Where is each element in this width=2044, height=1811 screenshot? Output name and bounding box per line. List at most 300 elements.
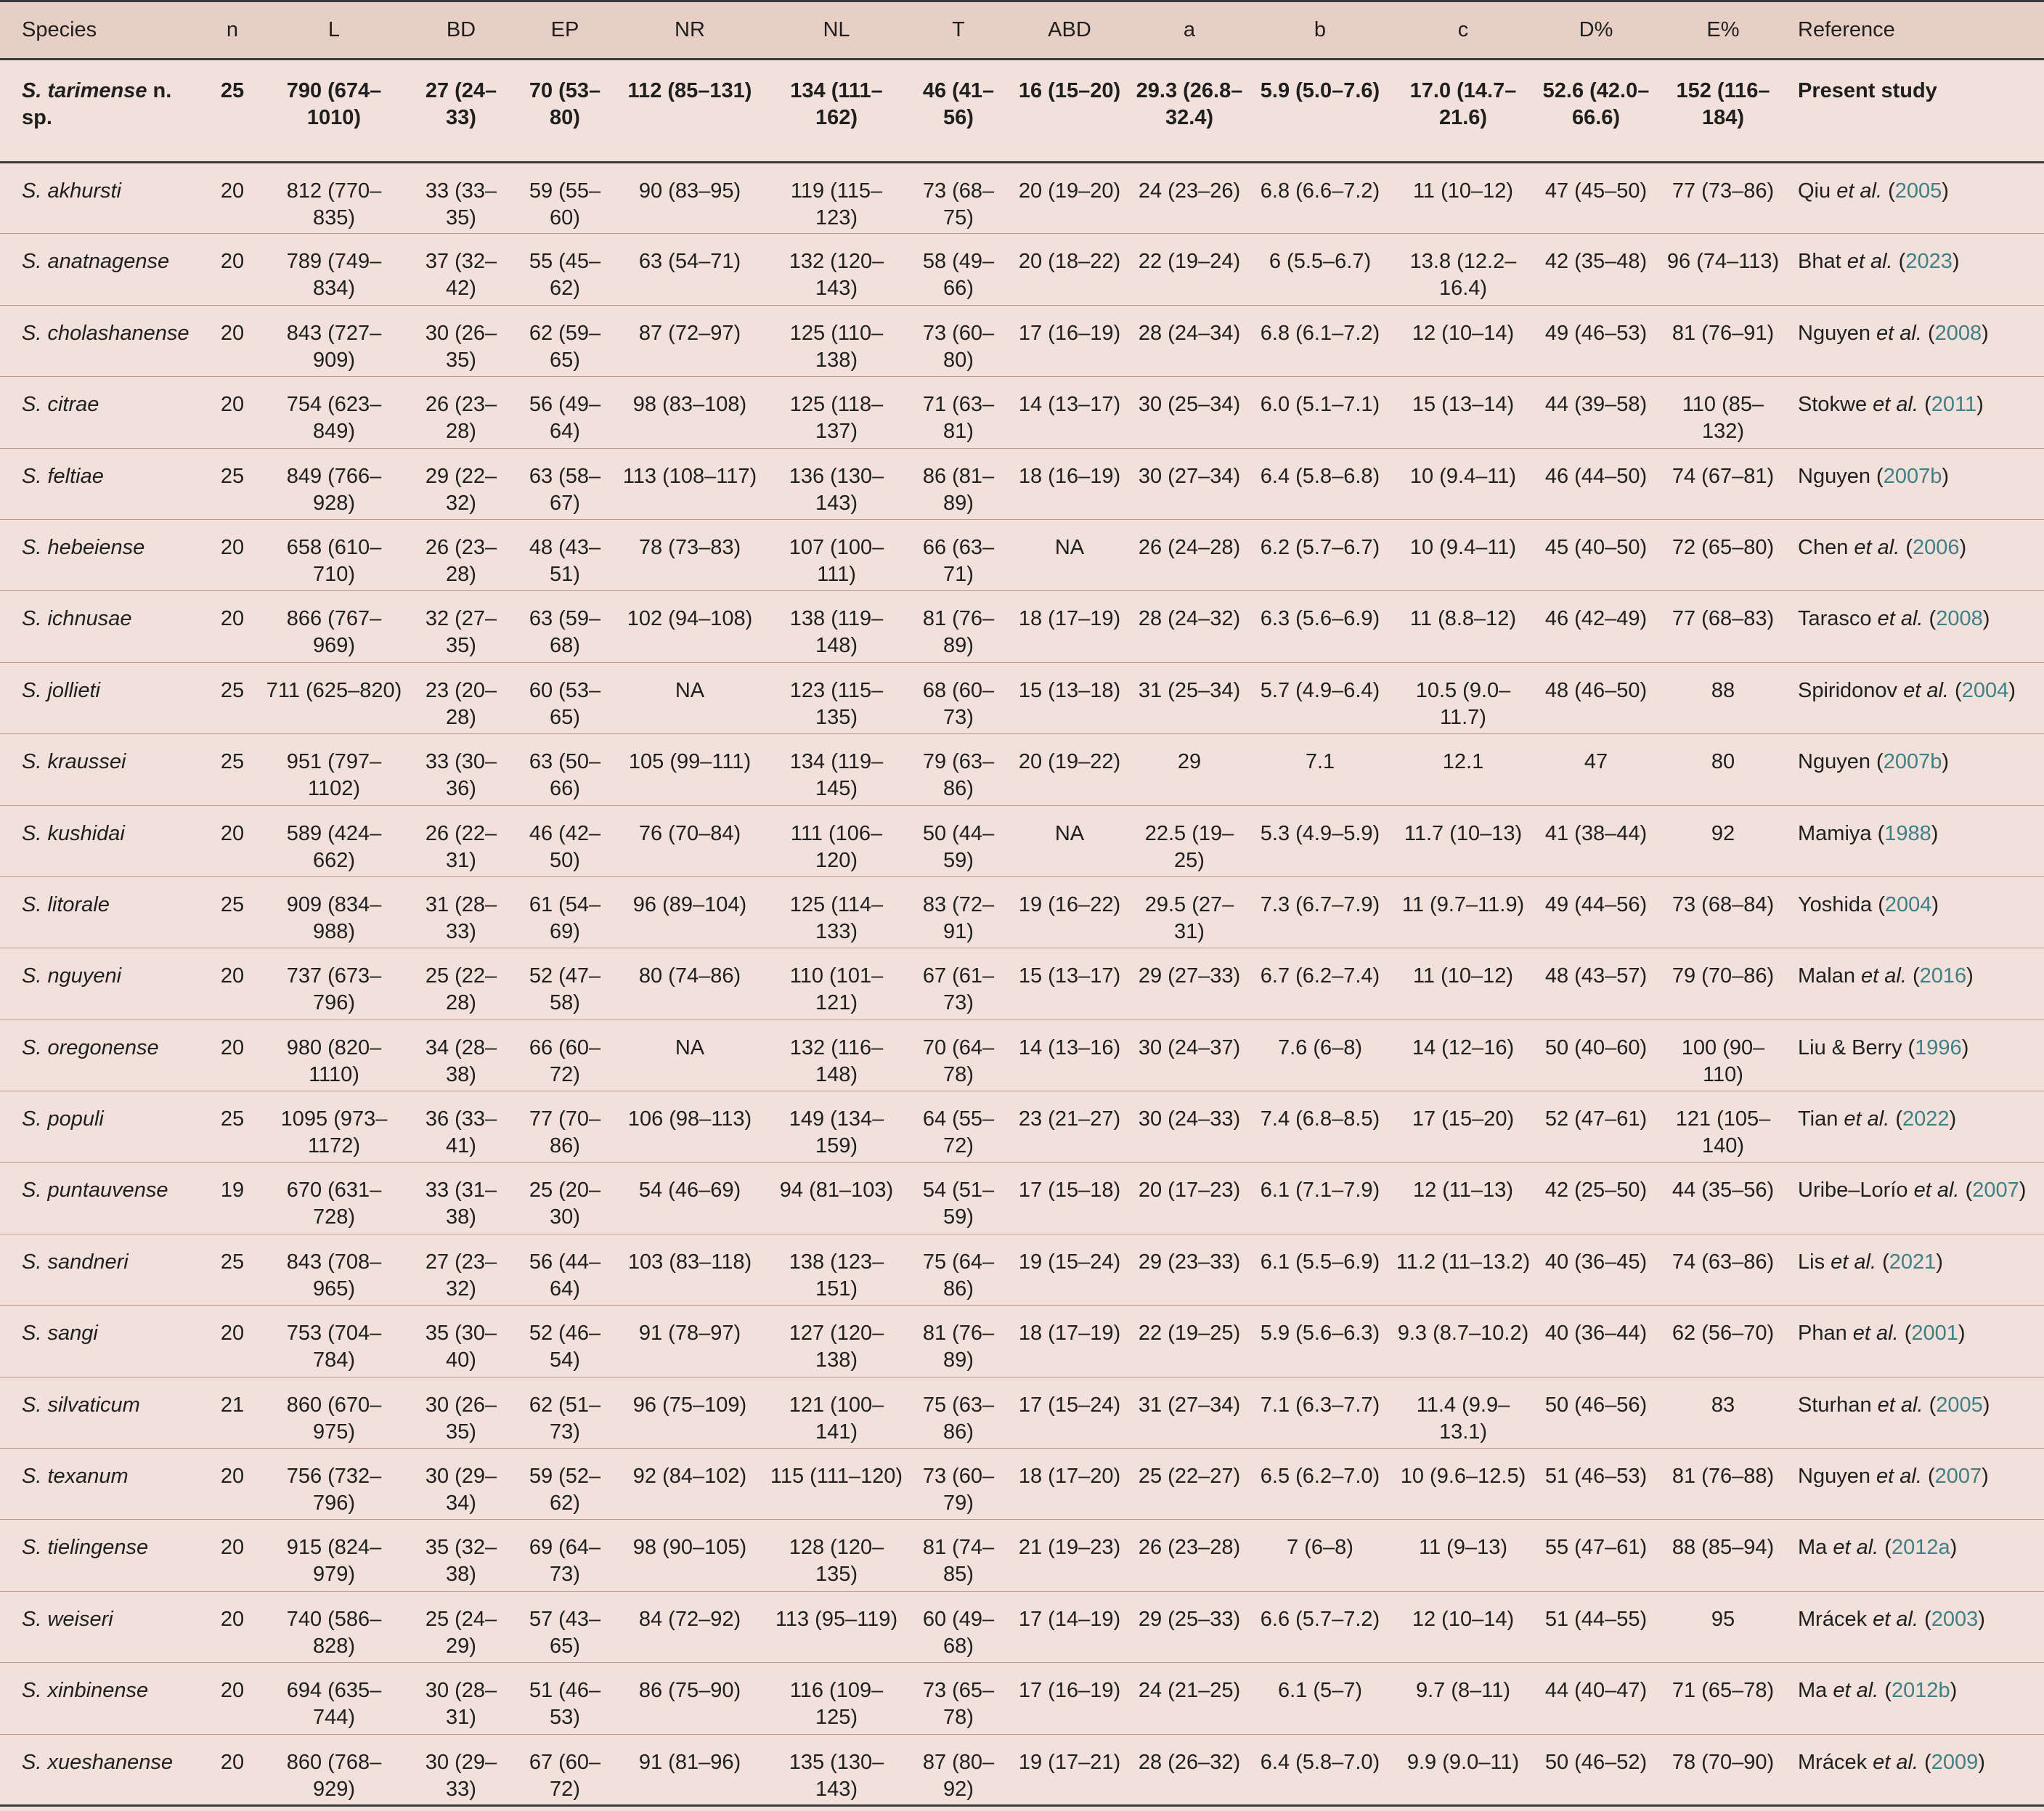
cell-bd: 30 (29–33)	[407, 1734, 516, 1805]
cell-nl: 132 (116–148)	[765, 1020, 908, 1091]
cell-d-percent: 47	[1535, 734, 1657, 805]
reference-year-link[interactable]: 2008	[1934, 321, 1982, 345]
cell-nl: 127 (120–138)	[765, 1306, 908, 1377]
cell-nl: 149 (134–159)	[765, 1091, 908, 1163]
reference-year-link[interactable]: 2016	[1919, 964, 1967, 988]
column-header-species: Species	[0, 1, 203, 60]
cell-ep: 62 (51–73)	[516, 1377, 614, 1448]
cell-reference: Sturhan et al. (2005)	[1789, 1377, 2044, 1448]
cell-nr: 98 (83–108)	[614, 377, 765, 448]
cell-t: 79 (63–86)	[908, 734, 1009, 805]
table-row	[0, 1306, 2044, 1377]
column-header-abd: ABD	[1009, 1, 1130, 60]
cell-n: 20	[203, 377, 261, 448]
cell-e-percent: 77 (73–86)	[1657, 163, 1789, 234]
table-row	[0, 662, 2044, 733]
table-row	[0, 234, 2044, 305]
cell-c: 12 (10–14)	[1391, 305, 1535, 376]
cell-l: 694 (635–744)	[261, 1663, 407, 1734]
cell-nl: 125 (110–138)	[765, 305, 908, 376]
cell-c: 11 (9.7–11.9)	[1391, 876, 1535, 948]
reference-et-al: et al.	[1903, 678, 1949, 702]
reference-year-link[interactable]: 2009	[1931, 1750, 1979, 1774]
cell-abd: 23 (21–27)	[1009, 1091, 1130, 1163]
cell-d-percent: 52.6 (42.0–66.6)	[1535, 60, 1657, 163]
cell-species	[0, 1520, 203, 1591]
cell-ep: 51 (46–53)	[516, 1663, 614, 1734]
cell-reference: Mrácek et al. (2003)	[1789, 1591, 2044, 1662]
cell-b: 6.3 (5.6–6.9)	[1249, 591, 1391, 662]
cell-bd: 25 (22–28)	[407, 948, 516, 1020]
cell-l: 915 (824–979)	[261, 1520, 407, 1591]
cell-ep: 66 (60–72)	[516, 1020, 614, 1091]
reference-year-link[interactable]: 2007	[1934, 1465, 1982, 1489]
cell-c: 11 (10–12)	[1391, 948, 1535, 1020]
cell-nr: 112 (85–131)	[614, 60, 765, 163]
reference-year-link[interactable]: 2008	[1936, 607, 1983, 631]
species-name: S. citrae	[22, 393, 99, 417]
cell-bd: 27 (23–32)	[407, 1234, 516, 1305]
cell-n: 25	[203, 60, 261, 163]
cell-a: 22 (19–24)	[1130, 234, 1249, 305]
cell-bd: 30 (26–35)	[407, 305, 516, 376]
cell-abd: 18 (17–19)	[1009, 1306, 1130, 1377]
cell-abd: 15 (13–17)	[1009, 948, 1130, 1020]
cell-b: 6.7 (6.2–7.4)	[1249, 948, 1391, 1020]
reference-year-link[interactable]: 2021	[1889, 1250, 1937, 1274]
reference-year-link[interactable]: 2007b	[1883, 464, 1942, 488]
column-header-b: b	[1249, 1, 1391, 60]
cell-reference: Malan et al. (2016)	[1789, 948, 2044, 1020]
cell-nl: 134 (111–162)	[765, 60, 908, 163]
cell-reference: Bhat et al. (2023)	[1789, 234, 2044, 305]
reference-year-link[interactable]: 2007b	[1883, 750, 1942, 774]
species-name: S. tarimense	[22, 79, 147, 102]
cell-t: 87 (80–92)	[908, 1734, 1009, 1805]
table-row	[0, 1734, 2044, 1805]
cell-abd: NA	[1009, 519, 1130, 590]
cell-species	[0, 305, 203, 376]
reference-year-link[interactable]: 2006	[1912, 535, 1960, 559]
cell-l: 740 (586–828)	[261, 1591, 407, 1662]
cell-n: 20	[203, 1663, 261, 1734]
cell-t: 71 (63–81)	[908, 377, 1009, 448]
cell-abd: 20 (19–20)	[1009, 163, 1130, 234]
reference-year-link[interactable]: 2001	[1911, 1322, 1958, 1346]
cell-n: 25	[203, 448, 261, 519]
cell-reference: Phan et al. (2001)	[1789, 1306, 2044, 1377]
cell-nr: 113 (108–117)	[614, 448, 765, 519]
cell-t: 73 (60–80)	[908, 305, 1009, 376]
reference-year-link[interactable]: 2004	[1884, 892, 1932, 916]
species-name: S. akhursti	[22, 179, 121, 203]
cell-t: 81 (76–89)	[908, 591, 1009, 662]
cell-nl: 111 (106–120)	[765, 805, 908, 876]
table-row	[0, 591, 2044, 662]
cell-b: 7.1	[1249, 734, 1391, 805]
reference-author: Present study	[1798, 79, 1937, 102]
cell-c: 11.4 (9.9–13.1)	[1391, 1377, 1535, 1448]
cell-nr: 98 (90–105)	[614, 1520, 765, 1591]
table-row	[0, 948, 2044, 1020]
cell-l: 860 (768–929)	[261, 1734, 407, 1805]
cell-species	[0, 948, 203, 1020]
reference-year-link[interactable]: 2004	[1961, 678, 2009, 702]
cell-nr: 91 (78–97)	[614, 1306, 765, 1377]
cell-a: 22.5 (19–25)	[1130, 805, 1249, 876]
reference-author: Spiridonov	[1798, 678, 1904, 702]
reference-year-link[interactable]: 2005	[1894, 179, 1942, 203]
cell-species	[0, 1163, 203, 1234]
reference-author: Nguyen	[1798, 464, 1877, 488]
cell-t: 64 (55–72)	[908, 1091, 1009, 1163]
cell-e-percent: 74 (67–81)	[1657, 448, 1789, 519]
reference-author: Malan	[1798, 964, 1862, 988]
cell-b: 5.9 (5.6–6.3)	[1249, 1306, 1391, 1377]
cell-nr: 106 (98–113)	[614, 1091, 765, 1163]
cell-abd: 14 (13–16)	[1009, 1020, 1130, 1091]
reference-year-link[interactable]: 2022	[1902, 1107, 1950, 1131]
cell-c: 17.0 (14.7–21.6)	[1391, 60, 1535, 163]
cell-nl: 121 (100–141)	[765, 1377, 908, 1448]
reference-et-al: et al.	[1852, 1322, 1899, 1346]
reference-year-link[interactable]: 2012b	[1891, 1679, 1950, 1703]
cell-e-percent: 72 (65–80)	[1657, 519, 1789, 590]
cell-b: 6.1 (5.5–6.9)	[1249, 1234, 1391, 1305]
cell-t: 50 (44–59)	[908, 805, 1009, 876]
species-name: S. xinbinense	[22, 1679, 149, 1703]
table-row	[0, 1449, 2044, 1520]
cell-ep: 67 (60–72)	[516, 1734, 614, 1805]
cell-reference: Ma et al. (2012a)	[1789, 1520, 2044, 1591]
cell-nl: 116 (109–125)	[765, 1663, 908, 1734]
cell-a: 20 (17–23)	[1130, 1163, 1249, 1234]
cell-b: 6.1 (5–7)	[1249, 1663, 1391, 1734]
cell-ep: 63 (59–68)	[516, 591, 614, 662]
cell-a: 26 (23–28)	[1130, 1520, 1249, 1591]
table-row	[0, 1377, 2044, 1448]
header-row	[0, 1, 2044, 60]
cell-nl: 115 (111–120)	[765, 1449, 908, 1520]
reference-author: Lis	[1798, 1250, 1831, 1274]
reference-author: Stokwe	[1798, 393, 1873, 417]
cell-reference: Lis et al. (2021)	[1789, 1234, 2044, 1305]
cell-reference: Tarasco et al. (2008)	[1789, 591, 2044, 662]
cell-l: 753 (704–784)	[261, 1306, 407, 1377]
cell-e-percent: 77 (68–83)	[1657, 591, 1789, 662]
table-row	[0, 876, 2044, 948]
cell-abd: 15 (13–18)	[1009, 662, 1130, 733]
cell-reference: Qiu et al. (2005)	[1789, 163, 2044, 234]
cell-reference: Tian et al. (2022)	[1789, 1091, 2044, 1163]
cell-ep: 59 (55–60)	[516, 163, 614, 234]
cell-e-percent: 81 (76–91)	[1657, 305, 1789, 376]
cell-b: 7.6 (6–8)	[1249, 1020, 1391, 1091]
cell-bd: 25 (24–29)	[407, 1591, 516, 1662]
cell-nl: 125 (114–133)	[765, 876, 908, 948]
cell-a: 30 (25–34)	[1130, 377, 1249, 448]
species-name: S. texanum	[22, 1465, 129, 1489]
cell-l: 951 (797–1102)	[261, 734, 407, 805]
cell-e-percent: 88 (85–94)	[1657, 1520, 1789, 1591]
cell-a: 28 (24–32)	[1130, 591, 1249, 662]
cell-nl: 123 (115–135)	[765, 662, 908, 733]
cell-d-percent: 45 (40–50)	[1535, 519, 1657, 590]
species-name: S. nguyeni	[22, 964, 122, 988]
cell-reference: Uribe–Lorío et al. (2007)	[1789, 1163, 2044, 1234]
cell-n: 20	[203, 1520, 261, 1591]
cell-nr: 90 (83–95)	[614, 163, 765, 234]
species-name: S. oregonense	[22, 1035, 159, 1059]
cell-d-percent: 48 (46–50)	[1535, 662, 1657, 733]
reference-year-link[interactable]: 1988	[1884, 821, 1931, 845]
cell-d-percent: 50 (40–60)	[1535, 1020, 1657, 1091]
reference-author: Yoshida	[1798, 892, 1878, 916]
column-header-nl: NL	[765, 1, 908, 60]
column-header-a: a	[1130, 1, 1249, 60]
reference-year-link[interactable]: 2003	[1931, 1607, 1979, 1631]
cell-species	[0, 1663, 203, 1734]
reference-author: Mrácek	[1798, 1607, 1873, 1631]
cell-l: 658 (610–710)	[261, 519, 407, 590]
cell-bd: 26 (23–28)	[407, 377, 516, 448]
cell-nl: 134 (119–145)	[765, 734, 908, 805]
reference-author: Uribe–Lorío	[1798, 1179, 1914, 1202]
cell-reference	[1789, 60, 2044, 163]
table-body	[0, 60, 2044, 1806]
reference-year-link[interactable]: 2007	[1972, 1179, 2019, 1202]
cell-nr: 105 (99–111)	[614, 734, 765, 805]
cell-nr: 54 (46–69)	[614, 1163, 765, 1234]
cell-bd: 26 (23–28)	[407, 519, 516, 590]
cell-a: 29 (27–33)	[1130, 948, 1249, 1020]
reference-author: Mrácek	[1798, 1750, 1873, 1774]
table-row	[0, 60, 2044, 163]
cell-nr: 91 (81–96)	[614, 1734, 765, 1805]
cell-abd: NA	[1009, 805, 1130, 876]
cell-species	[0, 662, 203, 733]
cell-l: 909 (834–988)	[261, 876, 407, 948]
cell-e-percent: 62 (56–70)	[1657, 1306, 1789, 1377]
cell-l: 1095 (973–1172)	[261, 1091, 407, 1163]
cell-a: 28 (24–34)	[1130, 305, 1249, 376]
cell-b: 7.3 (6.7–7.9)	[1249, 876, 1391, 948]
cell-e-percent: 81 (76–88)	[1657, 1449, 1789, 1520]
cell-a: 31 (27–34)	[1130, 1377, 1249, 1448]
reference-et-al: et al.	[1861, 964, 1907, 988]
cell-n: 20	[203, 1020, 261, 1091]
cell-t: 75 (63–86)	[908, 1377, 1009, 1448]
cell-b: 7.4 (6.8–8.5)	[1249, 1091, 1391, 1163]
cell-e-percent: 121 (105–140)	[1657, 1091, 1789, 1163]
cell-t: 75 (64–86)	[908, 1234, 1009, 1305]
reference-author: Nguyen	[1798, 321, 1877, 345]
cell-d-percent: 46 (42–49)	[1535, 591, 1657, 662]
species-name: S. kraussei	[22, 750, 126, 774]
cell-nl: 138 (123–151)	[765, 1234, 908, 1305]
cell-c: 10.5 (9.0–11.7)	[1391, 662, 1535, 733]
cell-e-percent: 92	[1657, 805, 1789, 876]
cell-a: 29 (25–33)	[1130, 1591, 1249, 1662]
cell-e-percent: 96 (74–113)	[1657, 234, 1789, 305]
cell-nr: 63 (54–71)	[614, 234, 765, 305]
cell-nl: 132 (120–143)	[765, 234, 908, 305]
cell-abd: 17 (16–19)	[1009, 305, 1130, 376]
cell-n: 20	[203, 591, 261, 662]
cell-d-percent: 50 (46–52)	[1535, 1734, 1657, 1805]
cell-n: 20	[203, 519, 261, 590]
column-header-n: n	[203, 1, 261, 60]
cell-n: 25	[203, 1234, 261, 1305]
cell-c: 12.1	[1391, 734, 1535, 805]
reference-author: Phan	[1798, 1322, 1853, 1346]
cell-ep: 62 (59–65)	[516, 305, 614, 376]
table-row	[0, 1591, 2044, 1662]
cell-n: 19	[203, 1163, 261, 1234]
cell-ep: 60 (53–65)	[516, 662, 614, 733]
cell-c: 9.9 (9.0–11)	[1391, 1734, 1535, 1805]
cell-c: 10 (9.6–12.5)	[1391, 1449, 1535, 1520]
cell-bd: 35 (32–38)	[407, 1520, 516, 1591]
cell-species	[0, 1306, 203, 1377]
cell-t: 73 (60–79)	[908, 1449, 1009, 1520]
species-name: S. jollieti	[22, 678, 100, 702]
cell-a: 24 (21–25)	[1130, 1663, 1249, 1734]
cell-c: 11 (10–12)	[1391, 163, 1535, 234]
cell-e-percent: 88	[1657, 662, 1789, 733]
reference-year-link[interactable]: 2005	[1936, 1393, 1983, 1417]
cell-bd: 33 (31–38)	[407, 1163, 516, 1234]
cell-reference: Mrácek et al. (2009)	[1789, 1734, 2044, 1805]
cell-e-percent: 110 (85–132)	[1657, 377, 1789, 448]
cell-reference: Nguyen (2007b)	[1789, 448, 2044, 519]
species-suffix: n. sp.	[22, 79, 172, 129]
cell-a: 30 (27–34)	[1130, 448, 1249, 519]
cell-bd: 33 (33–35)	[407, 163, 516, 234]
cell-d-percent: 40 (36–45)	[1535, 1234, 1657, 1305]
cell-bd: 34 (28–38)	[407, 1020, 516, 1091]
species-name: S. puntauvense	[22, 1179, 168, 1202]
cell-n: 21	[203, 1377, 261, 1448]
cell-abd: 17 (14–19)	[1009, 1591, 1130, 1662]
cell-nr: 76 (70–84)	[614, 805, 765, 876]
cell-nl: 138 (119–148)	[765, 591, 908, 662]
cell-abd: 19 (15–24)	[1009, 1234, 1130, 1305]
cell-d-percent: 49 (46–53)	[1535, 305, 1657, 376]
cell-l: 866 (767–969)	[261, 591, 407, 662]
cell-bd: 26 (22–31)	[407, 805, 516, 876]
cell-ep: 25 (20–30)	[516, 1163, 614, 1234]
cell-bd: 27 (24–33)	[407, 60, 516, 163]
cell-bd: 30 (26–35)	[407, 1377, 516, 1448]
cell-c: 9.3 (8.7–10.2)	[1391, 1306, 1535, 1377]
cell-species	[0, 519, 203, 590]
cell-t: 81 (76–89)	[908, 1306, 1009, 1377]
cell-n: 20	[203, 1306, 261, 1377]
cell-d-percent: 42 (35–48)	[1535, 234, 1657, 305]
species-name: S. hebeiense	[22, 535, 145, 559]
cell-d-percent: 50 (46–56)	[1535, 1377, 1657, 1448]
cell-ep: 57 (43–65)	[516, 1591, 614, 1662]
cell-t: 70 (64–78)	[908, 1020, 1009, 1091]
cell-abd: 17 (15–18)	[1009, 1163, 1130, 1234]
reference-author: Bhat	[1798, 250, 1847, 274]
cell-t: 68 (60–73)	[908, 662, 1009, 733]
reference-et-al: et al.	[1833, 1536, 1879, 1560]
cell-e-percent: 80	[1657, 734, 1789, 805]
cell-bd: 31 (28–33)	[407, 876, 516, 948]
cell-ep: 69 (64–73)	[516, 1520, 614, 1591]
table-row	[0, 163, 2044, 234]
reference-year-link[interactable]: 2012a	[1891, 1536, 1950, 1560]
cell-nr: NA	[614, 1020, 765, 1091]
cell-abd: 16 (15–20)	[1009, 60, 1130, 163]
cell-ep: 63 (50–66)	[516, 734, 614, 805]
reference-et-al: et al.	[1831, 1250, 1877, 1274]
reference-et-al: et al.	[1877, 607, 1923, 631]
cell-bd: 37 (32–42)	[407, 234, 516, 305]
cell-d-percent: 42 (25–50)	[1535, 1163, 1657, 1234]
cell-a: 29	[1130, 734, 1249, 805]
reference-et-al: et al.	[1836, 179, 1883, 203]
cell-b: 6.8 (6.1–7.2)	[1249, 305, 1391, 376]
cell-bd: 23 (20–28)	[407, 662, 516, 733]
cell-nr: 84 (72–92)	[614, 1591, 765, 1662]
reference-author: Liu & Berry	[1798, 1035, 1908, 1059]
species-name: S. silvaticum	[22, 1393, 140, 1417]
cell-nr: 92 (84–102)	[614, 1449, 765, 1520]
reference-et-al: et al.	[1873, 1607, 1919, 1631]
reference-author: Ma	[1798, 1536, 1833, 1560]
cell-abd: 21 (19–23)	[1009, 1520, 1130, 1591]
cell-nr: 87 (72–97)	[614, 305, 765, 376]
cell-b: 6.4 (5.8–6.8)	[1249, 448, 1391, 519]
cell-species	[0, 448, 203, 519]
cell-abd: 18 (17–20)	[1009, 1449, 1130, 1520]
cell-d-percent: 41 (38–44)	[1535, 805, 1657, 876]
cell-n: 20	[203, 805, 261, 876]
cell-reference: Chen et al. (2006)	[1789, 519, 2044, 590]
cell-nl: 113 (95–119)	[765, 1591, 908, 1662]
column-header-bd: BD	[407, 1, 516, 60]
cell-a: 28 (26–32)	[1130, 1734, 1249, 1805]
cell-nl: 135 (130–143)	[765, 1734, 908, 1805]
cell-n: 20	[203, 163, 261, 234]
cell-ep: 59 (52–62)	[516, 1449, 614, 1520]
cell-abd: 14 (13–17)	[1009, 377, 1130, 448]
cell-species	[0, 876, 203, 948]
cell-c: 12 (11–13)	[1391, 1163, 1535, 1234]
reference-et-al: et al.	[1844, 1107, 1890, 1131]
cell-ep: 56 (44–64)	[516, 1234, 614, 1305]
cell-l: 843 (727–909)	[261, 305, 407, 376]
cell-b: 5.7 (4.9–6.4)	[1249, 662, 1391, 733]
reference-year-link[interactable]: 2023	[1905, 250, 1953, 274]
cell-e-percent: 74 (63–86)	[1657, 1234, 1789, 1305]
cell-a: 30 (24–37)	[1130, 1020, 1249, 1091]
cell-species	[0, 60, 203, 163]
cell-e-percent: 152 (116–184)	[1657, 60, 1789, 163]
reference-author: Qiu	[1798, 179, 1837, 203]
cell-b: 6.8 (6.6–7.2)	[1249, 163, 1391, 234]
cell-d-percent: 49 (44–56)	[1535, 876, 1657, 948]
table-row	[0, 519, 2044, 590]
cell-reference: Stokwe et al. (2011)	[1789, 377, 2044, 448]
table-row	[0, 1020, 2044, 1091]
reference-year-link[interactable]: 2011	[1931, 393, 1977, 417]
reference-author: Mamiya	[1798, 821, 1878, 845]
reference-year-link[interactable]: 1996	[1915, 1035, 1962, 1059]
